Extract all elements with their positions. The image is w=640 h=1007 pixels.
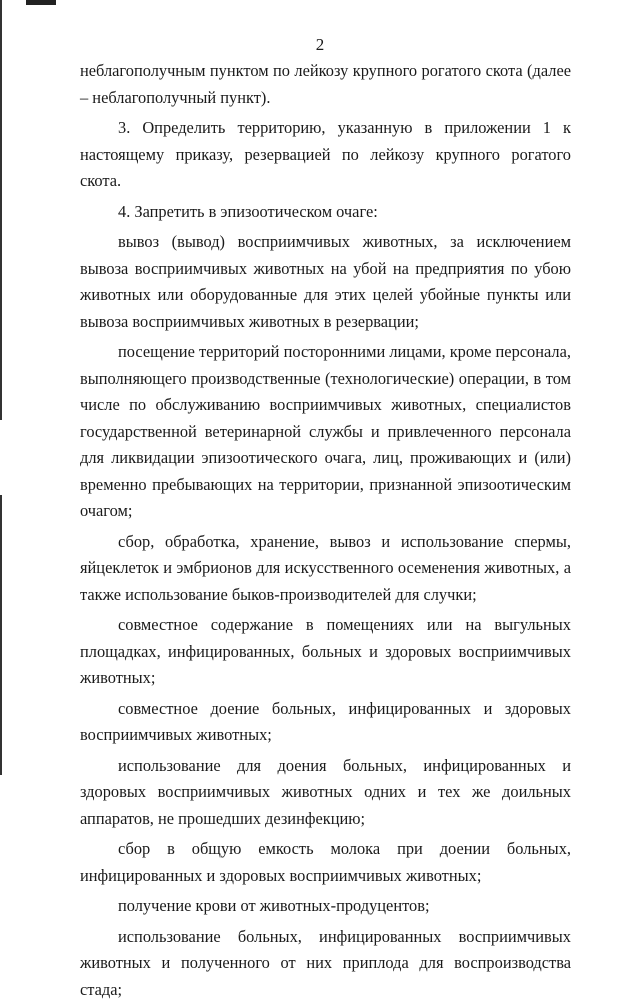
paragraph-prohibition: получение крови от животных-продуцентов; [118, 896, 430, 915]
document-body [80, 58, 571, 1007]
page-number: 2 [315, 35, 325, 54]
paragraph-continuation: неблагополучным пунктом по лейкозу крупного рогатого скота (далее – неблагополучный пункт). [80, 61, 571, 107]
paragraph-prohibition: сбор, обработка, хранение, вывоз и использование спермы, яйцеклеток и эмбрионов для искусственного осеменения животных, а также использование быков-производителей для случки; [80, 531, 571, 604]
scan-artifact-mark [26, 0, 56, 5]
paragraph-prohibition: посещение территорий посторонними лицами, кроме персонала, выполняющего производственные (технологические) операции, в том числе по обслуживанию восприимчивых животных, специалистов государственной ветеринарной службы и привлеченного персонала для ликвидации эпизоотического очага, лиц, проживающих и (или) временно пребывающих на территории, признанной эпизоотическим очагом; [80, 342, 571, 520]
paragraph-prohibition: совместное доение больных, инфицированных и здоровых восприимчивых животных; [80, 698, 571, 744]
paragraph-item-3: 3. Определить территорию, указанную в приложении 1 к настоящему приказу, резервацией по лейкозу крупного рогатого скота. [80, 118, 571, 190]
paragraph-prohibition: сбор в общую емкость молока при доении больных, инфицированных и здоровых восприимчивых животных; [80, 839, 571, 885]
paragraph-prohibition: совместное содержание в помещениях или на выгульных площадках, инфицированных, больных и здоровых восприимчивых животных; [80, 615, 571, 687]
paragraph-prohibition: использование для доения больных, инфицированных и здоровых восприимчивых животных одних и тех же доильных аппаратов, не прошедших дезинфекцию; [80, 755, 571, 828]
paragraph-prohibition: использование больных, инфицированных восприимчивых животных и полученного от них приплода для воспроизводства стада; [80, 926, 571, 999]
scan-left-edge-line [0, 0, 2, 420]
paragraph-prohibition: вывоз (вывод) восприимчивых животных, за исключением вывоза восприимчивых животных на убой на предприятия по убою животных или оборудованные для этих целей убойные пункты или вывоза восприимчивых животных в резервации; [80, 232, 571, 331]
scan-left-edge-line [0, 495, 2, 775]
paragraph-item-4: 4. Запретить в эпизоотическом очаге: [118, 201, 378, 221]
